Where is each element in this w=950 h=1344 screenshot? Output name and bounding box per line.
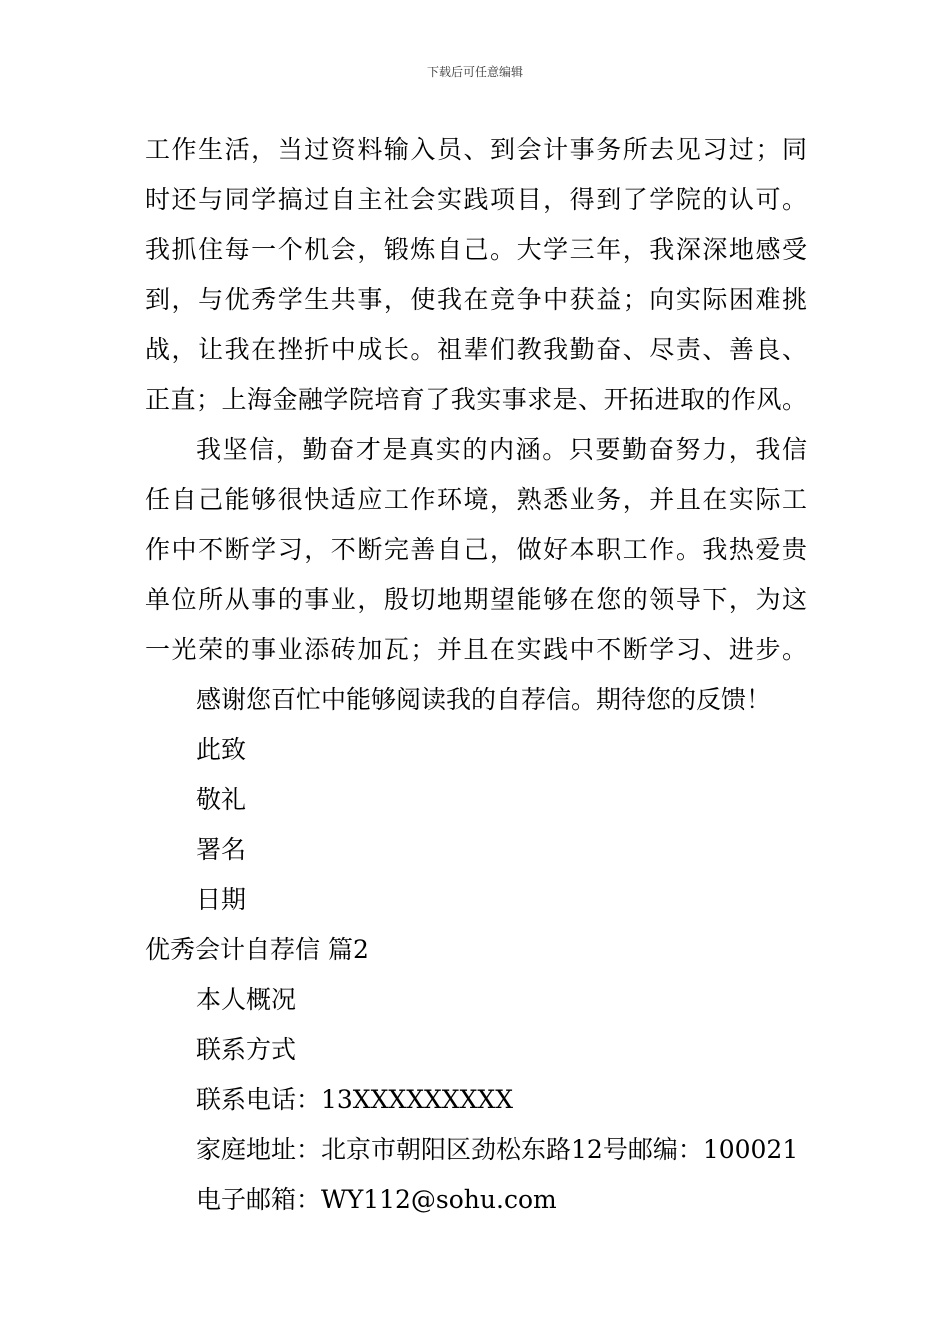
paragraph-line: 正直；上海金融学院培育了我实事求是、开拓进取的作风。 xyxy=(145,385,807,414)
paragraph-line: 单位所从事的事业，殷切地期望能够在您的领导下，为这 xyxy=(145,585,807,614)
paragraph-line: 战，让我在挫折中成长。祖辈们教我勤奋、尽责、善良、 xyxy=(145,335,807,364)
page-header: 下载后可任意编辑 xyxy=(426,65,523,79)
signature-line: 署名 xyxy=(196,835,247,864)
paragraph-line: 时还与同学搞过自主社会实践项目，得到了学院的认可。 xyxy=(145,185,807,214)
paragraph-2 xyxy=(145,425,807,675)
section-2 xyxy=(145,925,807,1225)
address-line: 家庭地址：北京市朝阳区劲松东路12号邮编：100021 xyxy=(196,1135,799,1164)
paragraph-1 xyxy=(145,125,807,425)
salutation-line-2: 敬礼 xyxy=(196,785,247,814)
section-title: 优秀会计自荐信 篇2 xyxy=(145,935,369,964)
email-line: 电子邮箱：WY112@sohu.com xyxy=(196,1185,557,1214)
document-body xyxy=(145,125,807,1225)
paragraph-line: 一光荣的事业添砖加瓦；并且在实践中不断学习、进步。 xyxy=(145,635,807,664)
paragraph-line: 我坚信，勤奋才是真实的内涵。只要勤奋努力，我信 xyxy=(196,435,807,464)
thanks-line: 感谢您百忙中能够阅读我的自荐信。期待您的反馈！ xyxy=(196,685,772,714)
overview-heading: 本人概况 xyxy=(196,985,297,1014)
date-line: 日期 xyxy=(196,885,247,914)
paragraph-line: 工作生活，当过资料输入员、到会计事务所去见习过；同 xyxy=(145,135,807,164)
paragraph-line: 作中不断学习，不断完善自己，做好本职工作。我热爱贵 xyxy=(145,535,807,564)
paragraph-line: 到，与优秀学生共事，使我在竞争中获益；向实际困难挑 xyxy=(145,285,807,314)
contact-heading: 联系方式 xyxy=(196,1035,297,1064)
closing xyxy=(145,675,807,925)
paragraph-line: 我抓住每一个机会，锻炼自己。大学三年，我深深地感受 xyxy=(145,235,807,264)
salutation-line-1: 此致 xyxy=(196,735,247,764)
phone-line: 联系电话：13XXXXXXXXX xyxy=(196,1085,513,1114)
paragraph-line: 任自己能够很快适应工作环境，熟悉业务，并且在实际工 xyxy=(145,485,807,514)
